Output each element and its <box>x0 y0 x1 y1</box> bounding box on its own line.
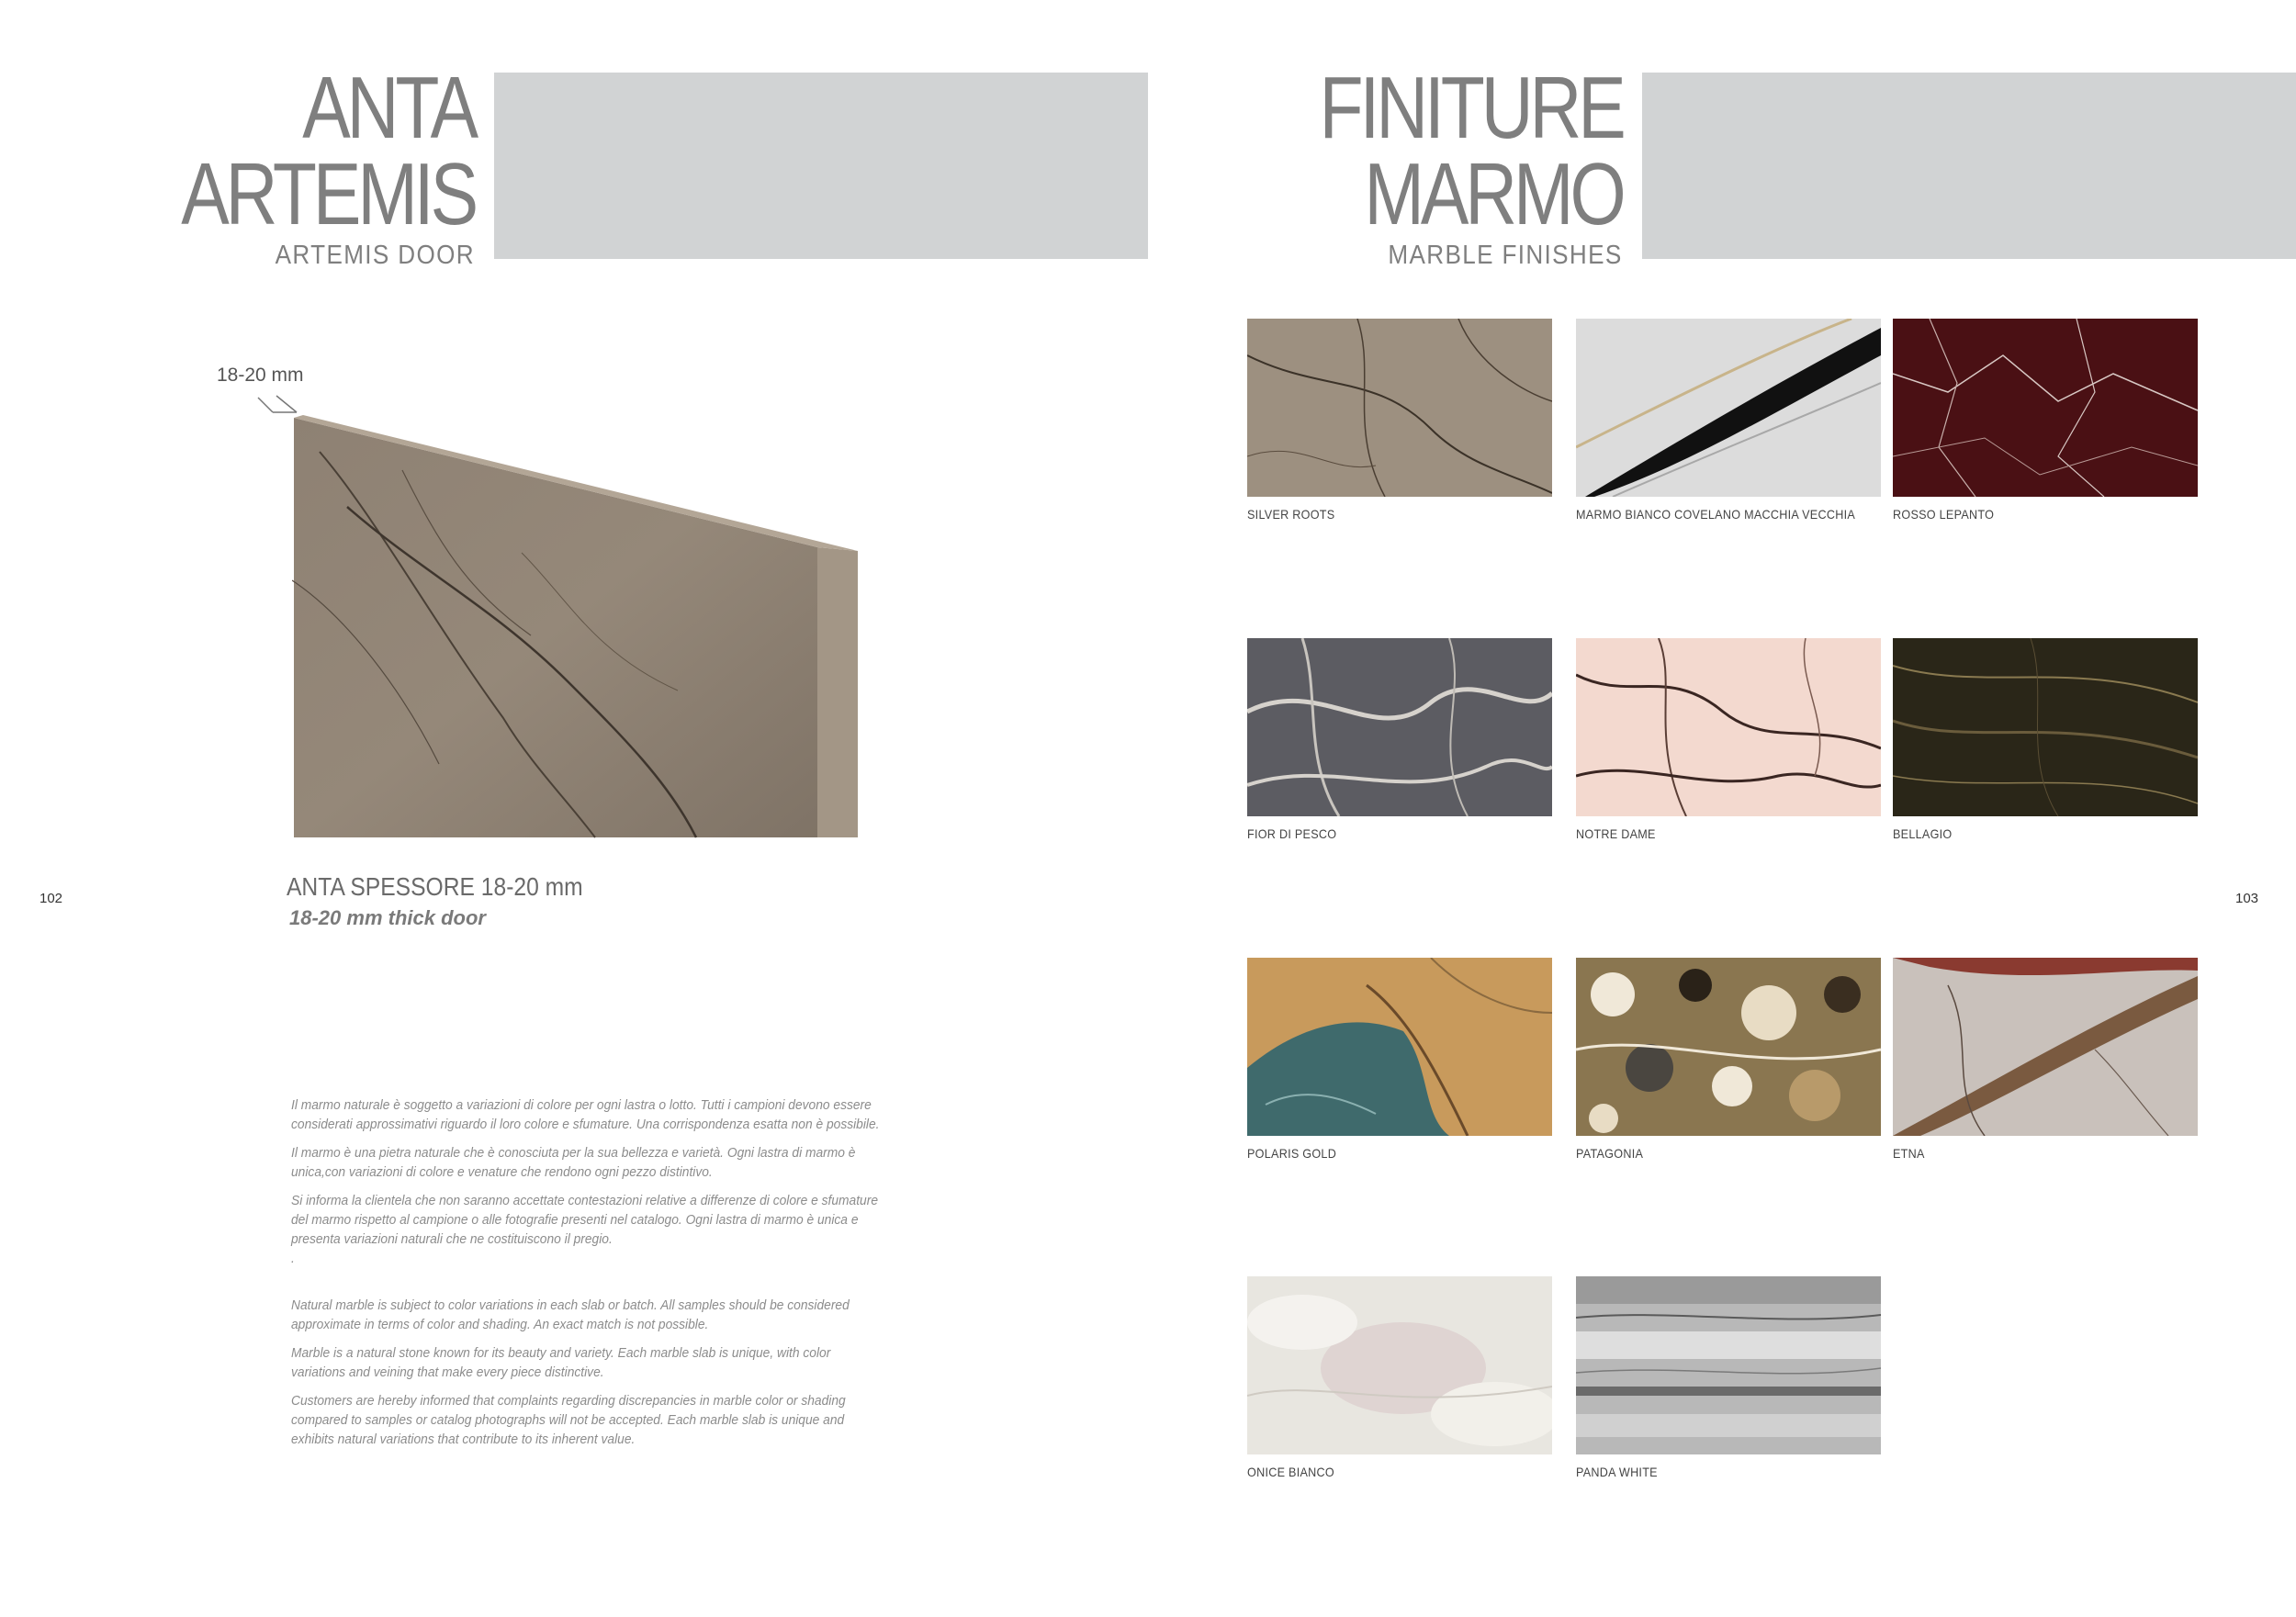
title-subtitle: ARTEMIS DOOR <box>275 241 475 270</box>
left-header-band <box>494 73 1148 259</box>
note-it-dot: . <box>291 1251 295 1266</box>
swatch-notre-dame <box>1576 638 1881 816</box>
page-number-left: 102 <box>39 891 63 906</box>
note-en-3: Customers are hereby informed that complaints regarding discrepancies in marble color or shading compared to samples or catalog photographs will not be accepted. Each marble slab is unique and exhibits natural variations that contribute to its inherent value. <box>291 1393 846 1447</box>
swatch-label: SILVER ROOTS <box>1247 507 1335 522</box>
thickness-indicator <box>253 390 308 418</box>
title-subtitle-right: MARBLE FINISHES <box>1388 241 1623 270</box>
swatch-label: ETNA <box>1893 1146 1925 1161</box>
door-panel-image <box>292 415 861 839</box>
swatch-label: ROSSO LEPANTO <box>1893 507 1995 522</box>
swatch-silver-roots <box>1247 319 1552 497</box>
title-line-anta: ANTA <box>302 59 475 157</box>
title-line-marmo: MARMO <box>1364 145 1623 243</box>
swatch-rosso-lepanto <box>1893 319 2198 497</box>
swatch-polaris-gold <box>1247 958 1552 1136</box>
notes-block <box>291 1095 934 1458</box>
note-it-2: Il marmo è una pietra naturale che è conosciuta per la sua bellezza e varietà. Ogni lastra di marmo è unica,con variazioni di colore e venature che rendono ogni pezzo distintivo. <box>291 1145 856 1180</box>
caption-main: ANTA SPESSORE 18-20 mm <box>287 872 583 901</box>
swatch-patagonia <box>1576 958 1881 1136</box>
swatch-panda-white <box>1576 1276 1881 1454</box>
caption-sub: 18-20 mm thick door <box>289 906 486 929</box>
swatch-label: PANDA WHITE <box>1576 1465 1658 1479</box>
note-it-1: Il marmo naturale è soggetto a variazioni di colore per ogni lastra o lotto. Tutti i campioni devono essere considerati approssimativi riguardo il loro colore e sfumature. Una corrispondenza esatta non è possibile. <box>291 1097 880 1132</box>
title-line-artemis: ARTEMIS <box>181 145 475 243</box>
note-it-3: Si informa la clientela che non saranno accettate contestazioni relative a differenze di colore e sfumature del marmo rispetto al campione o alle fotografie presenti nel catalogo. Ogni lastra di marmo è unica e presenta variazioni naturali che ne costituiscono il pregio. <box>291 1193 878 1247</box>
swatch-label: POLARIS GOLD <box>1247 1146 1337 1161</box>
note-en-1: Natural marble is subject to color variations in each slab or batch. All samples should be considered approximate in terms of color and shading. An exact match is not possible. <box>291 1297 850 1332</box>
page-number-right: 103 <box>2235 891 2259 906</box>
right-header-band <box>1642 73 2296 259</box>
title-line-finiture: FINITURE <box>1319 59 1623 157</box>
right-title <box>1253 59 1623 270</box>
left-title <box>117 59 475 270</box>
swatch-bianco-covelano <box>1576 319 1881 497</box>
swatch-label: ONICE BIANCO <box>1247 1465 1334 1479</box>
swatch-label: NOTRE DAME <box>1576 826 1656 841</box>
swatch-onice-bianco <box>1247 1276 1552 1454</box>
swatch-label: BELLAGIO <box>1893 826 1953 841</box>
note-en-2: Marble is a natural stone known for its beauty and variety. Each marble slab is unique, with color variations and veining that make every piece distinctive. <box>291 1345 831 1380</box>
swatch-fior-di-pesco <box>1247 638 1552 816</box>
swatch-label: MARMO BIANCO COVELANO MACCHIA VECCHIA <box>1576 507 1856 522</box>
swatch-etna <box>1893 958 2198 1136</box>
swatch-bellagio <box>1893 638 2198 816</box>
swatch-label: FIOR DI PESCO <box>1247 826 1337 841</box>
swatch-label: PATAGONIA <box>1576 1146 1644 1161</box>
thickness-label: 18-20 mm <box>217 365 304 386</box>
